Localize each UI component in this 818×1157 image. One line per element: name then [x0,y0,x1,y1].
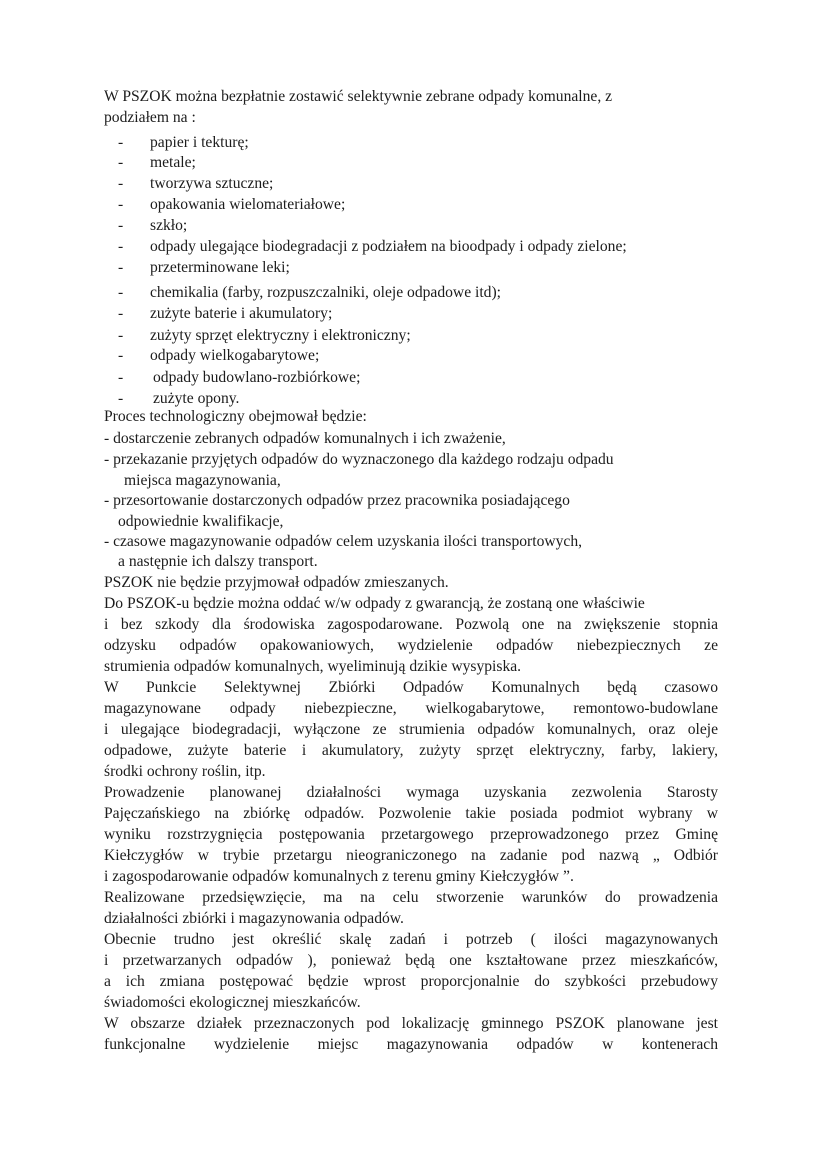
list-bullet: - [118,327,124,344]
body-line: Kiełczygłów w trybie przetargu nieograniczonego na zadanie pod nazwą „ Odbiór [104,847,718,864]
list-bullet: - [118,134,124,151]
list-item: zużyty sprzęt elektryczny i elektroniczny; [150,327,411,344]
body-line: Prowadzenie planowanej działalności wymaga uzyskania zezwolenia Starosty [104,784,718,801]
list-item: przeterminowane leki; [150,259,290,276]
body-line: i zagospodarowanie odpadów komunalnych z terenu gminy Kiełczygłów ”. [104,868,574,885]
list-bullet: - [118,217,124,234]
list-item: chemikalia (farby, rozpuszczalniki, oleje odpadowe itd); [150,284,502,301]
body-line: Obecnie trudno jest określić skalę zadań i potrzeb ( ilości magazynowanych [104,931,718,948]
list-item: odpady wielkogabarytowe; [150,347,320,364]
list-bullet: - [118,369,124,386]
body-line: i bez szkody dla środowiska zagospodarowane. Pozwolą one na zwiększenie stopnia [104,616,718,633]
list-item: zużyte opony. [153,390,240,407]
process-line: - przesortowanie dostarczonych odpadów przez pracownika posiadającego [104,492,570,509]
body-line: świadomości ekologicznej mieszkańców. [104,994,361,1011]
process-line: - przekazanie przyjętych odpadów do wyznaczonego dla każdego rodzaju odpadu [104,451,614,468]
body-line: W obszarze działek przeznaczonych pod lokalizację gminnego PSZOK planowane jest [104,1015,718,1032]
body-line: i przetwarzanych odpadów ), ponieważ będą one kształtowane przez mieszkańców, [104,952,718,969]
list-bullet: - [118,175,124,192]
process-line: - czasowe magazynowanie odpadów celem uzyskania ilości transportowych, [104,533,583,550]
body-line: strumienia odpadów komunalnych, wyeliminują dzikie wysypiska. [104,658,522,675]
process-line: a następnie ich dalszy transport. [118,553,318,570]
body-line: Do PSZOK-u będzie można oddać w/w odpady z gwarancją, że zostaną one właściwie [104,595,645,612]
process-line: miejsca magazynowania, [124,472,281,489]
body-line: i ulegające biodegradacji, wyłączone ze strumienia odpadów komunalnych, oraz oleje [104,721,718,738]
intro-line-2: podziałem na : [104,109,196,126]
body-line: Realizowane przedsięwzięcie, ma na celu stworzenie warunków do prowadzenia [104,889,718,906]
process-line: odpowiednie kwalifikacje, [118,513,284,530]
body-line: Pajęczańskiego na zbiórkę odpadów. Pozwolenie takie posiada podmiot wybrany w [104,805,718,822]
list-bullet: - [118,284,124,301]
body-line: działalności zbiórki i magazynowania odpadów. [104,910,404,927]
list-bullet: - [118,196,124,213]
body-line: W Punkcie Selektywnej Zbiórki Odpadów Komunalnych będą czasowo [104,679,718,696]
list-item: metale; [150,154,196,171]
list-item: odpady ulegające biodegradacji z podziałem na bioodpady i odpady zielone; [150,238,627,255]
body-line: wyniku rozstrzygnięcia postępowania przetargowego przeprowadzonego przez Gminę [104,826,718,843]
process-line: - dostarczenie zebranych odpadów komunalnych i ich zważenie, [104,430,506,447]
list-item: szkło; [150,217,188,234]
list-bullet: - [118,259,124,276]
list-item: tworzywa sztuczne; [150,175,274,192]
body-line: a ich zmiana postępować będzie wprost proporcjonalnie do szybkości przebudowy [104,973,718,990]
intro-line-1: W PSZOK można bezpłatnie zostawić selektywnie zebrane odpady komunalne, z [104,88,613,105]
process-heading: Proces technologiczny obejmował będzie: [104,408,367,425]
list-bullet: - [118,347,124,364]
body-line: odzysku odpadów opakowaniowych, wydzielenie odpadów niebezpiecznych ze [104,637,718,654]
body-line: magazynowane odpady niebezpieczne, wielkogabarytowe, remontowo-budowlane [104,700,718,717]
list-item: papier i tekturę; [150,134,249,151]
list-item: opakowania wielomateriałowe; [150,196,346,213]
list-bullet: - [118,154,124,171]
body-line: funkcjonalne wydzielenie miejsc magazynowania odpadów w kontenerach [104,1036,718,1053]
body-line: środki ochrony roślin, itp. [104,763,266,780]
list-item: odpady budowlano-rozbiórkowe; [153,369,361,386]
body-line: PSZOK nie będzie przyjmował odpadów zmieszanych. [104,574,449,591]
list-bullet: - [118,305,124,322]
list-bullet: - [118,238,124,255]
body-line: odpadowe, zużyte baterie i akumulatory, zużyty sprzęt elektryczny, farby, lakiery, [104,742,718,759]
list-item: zużyte baterie i akumulatory; [150,305,333,322]
list-bullet: - [118,390,124,407]
